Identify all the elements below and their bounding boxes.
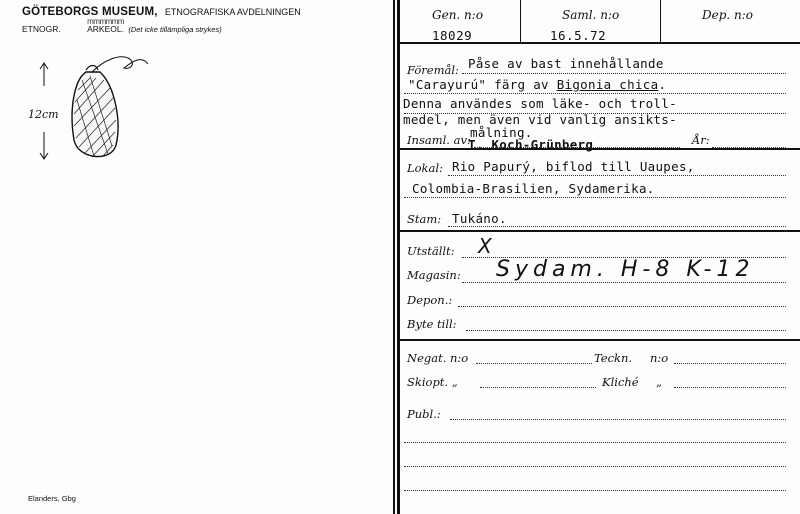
- section-rule: [397, 230, 800, 232]
- department-name: ETNOGRAFISKA AVDELNINGEN: [164, 7, 301, 17]
- negat-label: Negat. n:o: [407, 351, 469, 365]
- etnogr-label: ETNOGR.: [22, 24, 61, 34]
- divider-line: [393, 0, 395, 514]
- cliche-ditto: „: [656, 375, 662, 389]
- saml-number-label: Saml. n:o: [562, 8, 620, 22]
- depon-label: Depon.:: [407, 293, 453, 307]
- gen-number-label: Gen. n:o: [432, 8, 484, 22]
- category-line: [22, 17, 222, 34]
- cliche-label: Kliché: [602, 375, 639, 389]
- ar-label: År:: [692, 133, 710, 147]
- lokal-label: Lokal:: [407, 161, 443, 175]
- stam-label: Stam:: [407, 212, 442, 226]
- utstallt-mark: X: [478, 234, 494, 258]
- foremal-label: Föremål:: [407, 63, 459, 77]
- foremal-line-5: målning.: [470, 125, 533, 140]
- saml-number-value: 16.5.72: [550, 28, 607, 43]
- publ-label: Publ.:: [407, 407, 441, 421]
- gen-number-value: 18029: [432, 28, 473, 43]
- teckn-label: Teckn.: [594, 351, 633, 365]
- utstallt-label: Utställt:: [407, 244, 455, 258]
- divider-line-thick: [397, 0, 400, 514]
- foremal-line-1: Påse av bast innehållande: [468, 56, 664, 71]
- species-name: Bigonia chica: [556, 77, 659, 92]
- strike-marks: mmmmmm: [87, 17, 125, 26]
- lokal-line-2: Colombia-Brasilien, Sydamerika.: [412, 181, 655, 196]
- dep-number-label: Dep. n:o: [702, 8, 754, 22]
- column-divider: [520, 0, 521, 42]
- section-rule: [397, 339, 800, 341]
- magasin-label: Magasin:: [407, 268, 461, 282]
- skiopt-label: Skiopt. „: [407, 375, 458, 389]
- printer-imprint: Elanders, Gbg: [28, 494, 76, 503]
- museum-name: GÖTEBORGS MUSEUM,: [22, 6, 158, 18]
- lokal-line-1: Rio Papurý, biflod till Uaupes,: [452, 159, 695, 174]
- byte-label: Byte till:: [407, 317, 457, 331]
- bag-string: [92, 57, 148, 72]
- insamlare-value: T. Koch-Grünberg: [468, 137, 594, 152]
- foremal-line-4: medel, men även vid vanlig ansikts-: [403, 112, 677, 127]
- arkeol-label: mmmmmm ARKEOL.: [87, 17, 125, 34]
- foremal-line-2: "Carayurú" färg av Bigonia chica.: [408, 77, 667, 92]
- magasin-value: Sydam. H-8 K-12: [496, 257, 755, 282]
- museum-header: [22, 6, 301, 18]
- foremal-line-3: Denna användes som läke- och troll-: [403, 96, 677, 111]
- section-rule: [397, 148, 800, 150]
- insamlare-label: Insaml. av:: [407, 133, 471, 147]
- size-label: 12cm: [28, 108, 59, 121]
- teckn-number-label: n:o: [650, 351, 669, 365]
- column-divider: [660, 0, 661, 42]
- strike-note: (Det icke tillämpliga strykes): [128, 25, 222, 34]
- stam-value: Tukáno.: [452, 211, 507, 226]
